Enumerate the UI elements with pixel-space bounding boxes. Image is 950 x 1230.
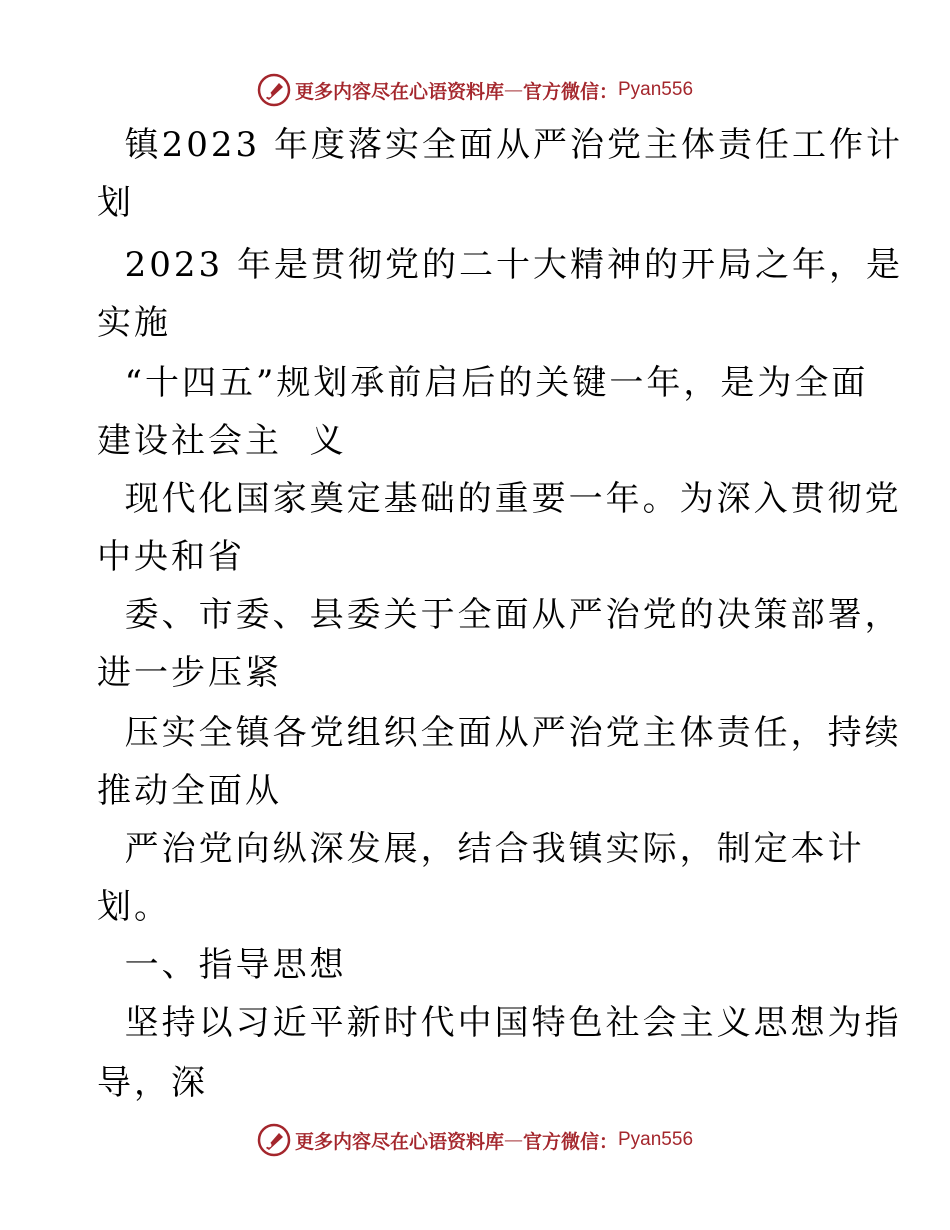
banner-separator: — <box>503 1129 523 1151</box>
banner-wechat-label: 官方微信： <box>522 80 618 103</box>
text-line: 推动全面从 <box>97 771 282 811</box>
section-heading: 一、指导思想 <box>97 945 347 985</box>
text-line: 压实全镇各党组织全面从严治党主体责任，持续 <box>97 713 902 753</box>
text-line: 镇2023 年度落实全面从严治党主体责任工作计 <box>97 125 903 165</box>
header-banner <box>0 70 950 110</box>
text-line: 坚持以习近平新时代中国特色社会主义思想为指 <box>97 1003 902 1043</box>
text-line: 委、市委、县委关于全面从严治党的决策部署， <box>97 595 902 635</box>
text-line: 导，深 <box>97 1063 208 1103</box>
text-line: 建设社会主 义 <box>97 421 347 461</box>
text-line: 2023 年是贯彻党的二十大精神的开局之年，是 <box>97 245 903 285</box>
text-line: “十四五”规划承前启后的关键一年，是为全面 <box>97 363 869 403</box>
banner-separator: — <box>503 79 523 101</box>
text-line: 实施 <box>97 303 171 343</box>
pen-nib-logo-icon <box>257 1123 291 1157</box>
text-line: 严治党向纵深发展，结合我镇实际，制定本计 <box>97 829 865 869</box>
banner-brand: 更多内容尽在心语资料库 <box>294 80 504 103</box>
banner-wechat-id: Pyan556 <box>618 1129 694 1150</box>
text-line: 进一步压紧 <box>97 653 282 693</box>
footer-banner <box>0 1120 950 1160</box>
text-line: 划 <box>97 183 134 223</box>
banner-wechat-id: Pyan556 <box>618 79 694 100</box>
text-line: 现代化国家奠定基础的重要一年。为深入贯彻党 <box>97 479 902 519</box>
text-line: 划。 <box>97 887 171 927</box>
pen-nib-logo-icon <box>257 73 291 107</box>
banner-brand: 更多内容尽在心语资料库 <box>294 1130 504 1153</box>
text-line: 中央和省 <box>97 537 245 577</box>
banner-wechat-label: 官方微信： <box>522 1130 618 1153</box>
